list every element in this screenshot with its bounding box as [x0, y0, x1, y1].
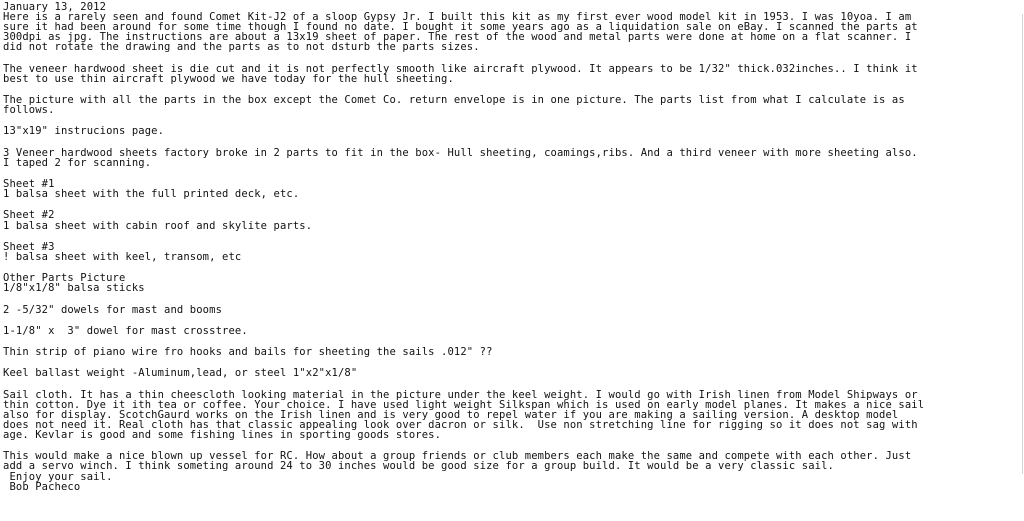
text-line: add a servo winch. I think someting around 24 to 30 inches would be good size for a group build. It would be a very classic sail.: [3, 460, 834, 473]
paragraph: [3, 2, 1021, 52]
paragraph: [3, 126, 1021, 136]
text-line: The veneer hardwood sheet is die cut and it is not perfectly smooth like aircraft plywood. It appears to be 1/32" thick.032inches.. I think it: [3, 62, 918, 75]
paragraph-gap: [3, 379, 1021, 390]
document-text: [3, 2, 1021, 519]
paragraph-gap: [3, 262, 1021, 273]
text-line: 2 -5/32" dowels for mast and booms: [3, 303, 223, 316]
text-line: ! balsa sheet with keel, transom, etc: [3, 250, 242, 263]
text-line: follows.: [3, 104, 55, 117]
text-line: Sheet #1: [3, 178, 55, 191]
paragraph: [3, 326, 1021, 336]
text-line: 1 balsa sheet with cabin roof and skylite parts.: [3, 219, 313, 232]
text-line: 13"x19" instrucions page.: [3, 125, 165, 138]
paragraph: [3, 210, 1021, 230]
text-line: also for display. ScotchGaurd works on the Irish linen and is very good to repel water if you are making a sailing version. A desktop model: [3, 408, 899, 421]
text-line: Thin strip of piano wire fro hooks and bails for sheeting the sails .012" ??: [3, 346, 493, 359]
paragraph: [3, 64, 1021, 84]
text-line: age. Kevlar is good and some fishing lines in sporting goods stores.: [3, 429, 442, 442]
text-line: Sail cloth. It has a thin cheescloth looking material in the picture under the keel weight. I would go with Irish linen from Model Shipways or: [3, 388, 918, 401]
paragraph: [3, 148, 1021, 168]
paragraph: [3, 242, 1021, 262]
text-line: Other Parts Picture: [3, 272, 126, 285]
paragraph-gap: [3, 231, 1021, 242]
paragraph: [3, 179, 1021, 199]
text-line: Sheet #3: [3, 240, 55, 253]
paragraph: [3, 305, 1021, 315]
text-line: best to use thin aircraft plywood we have today for the hull sheeting.: [3, 72, 454, 85]
paragraph-gap: [3, 52, 1021, 63]
text-line: 1-1/8" x 3" dowel for mast crosstree.: [3, 324, 248, 337]
text-line: did not rotate the drawing and the parts as to not dsturb the parts sizes.: [3, 41, 480, 54]
text-line: Keel ballast weight -Aluminum,lead, or steel 1"x2"x1/8": [3, 367, 358, 380]
text-line: I taped 2 for scanning.: [3, 156, 152, 169]
text-line: This would make a nice blown up vessel for RC. How about a group friends or club members each make the same and compete with each other. Just: [3, 450, 912, 463]
paragraph-gap: [3, 293, 1021, 304]
text-line: Sheet #2: [3, 209, 55, 222]
text-line: 1 balsa sheet with the full printed deck, etc.: [3, 188, 300, 201]
paragraph-gap: [3, 168, 1021, 179]
paragraph-gap: [3, 137, 1021, 148]
text-line: January 13, 2012: [3, 2, 107, 13]
text-line: Bob Pacheco: [3, 480, 81, 493]
paragraph-gap: [3, 199, 1021, 210]
text-line: Enjoy your sail.: [3, 470, 113, 483]
paragraph: [3, 95, 1021, 115]
text-line: 1/8"x1/8" balsa sticks: [3, 282, 145, 295]
text-line: 300dpi as jpg. The instructions are about a 13x19 sheet of paper. The rest of the wood and metal parts were done at home on a flat scanner. I: [3, 31, 912, 44]
text-line: thin cotton. Dye it ith tea or coffee. Your choice. I have used light weight Silkspan which is used on early model planes. It makes a nice sail: [3, 398, 925, 411]
text-line: The picture with all the parts in the box except the Comet Co. return envelope is in one picture. The parts list from what I calculate is as: [3, 94, 905, 107]
page-edge-divider: [1022, 14, 1023, 474]
text-line: sure it had been around for some time though I found no date. I bought it some years ago as a liquidation sale on eBay. I scanned the parts at: [3, 21, 918, 34]
text-line: 3 Veneer hardwood sheets factory broke in 2 parts to fit in the box- Hull sheeting, coamings,ribs. And a third veneer with more sheeting also.: [3, 146, 918, 159]
paragraph: [3, 368, 1021, 378]
text-line: Here is a rarely seen and found Comet Kit-J2 of a sloop Gypsy Jr. I built this kit as my first ever wood model kit in 1953. I was 10yoa. I am: [3, 11, 912, 24]
paragraph: [3, 273, 1021, 293]
text-line: does not need it. Real cloth has that classic appealing look over dacron or silk. Use non stretching line for rigging so it does not sag with: [3, 418, 918, 431]
paragraph: [3, 347, 1021, 357]
paragraph: [3, 451, 1021, 491]
paragraph: [3, 390, 1021, 440]
